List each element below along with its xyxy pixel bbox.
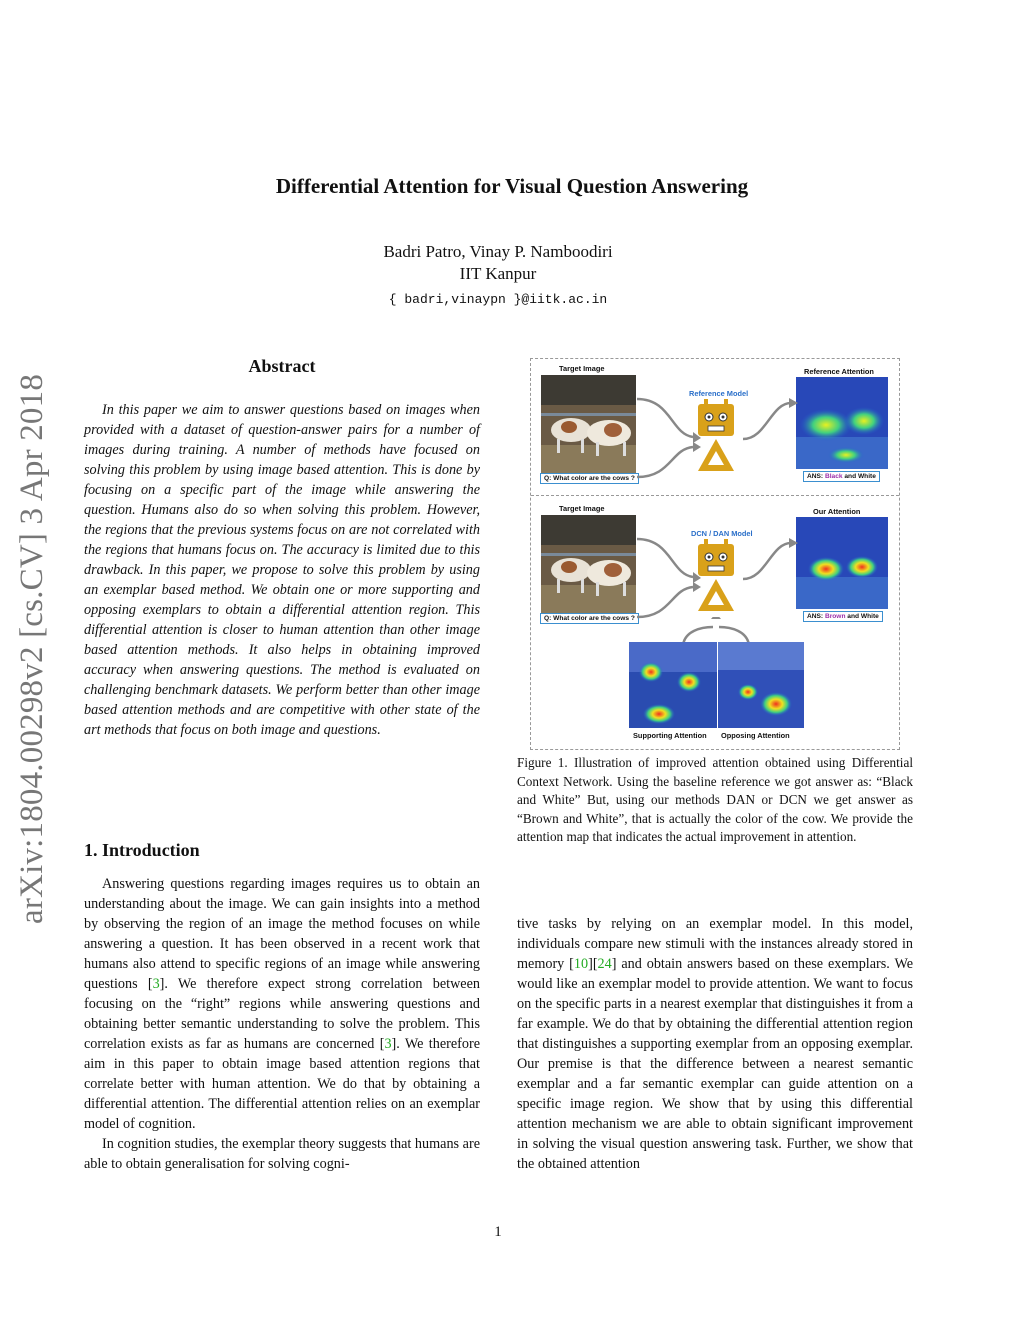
our-attention-label: Our Attention [813,507,861,516]
bottom-target-image [541,515,636,615]
abstract-heading: Abstract [248,356,316,376]
arxiv-identifier: arXiv:1804.00298v2 [cs.CV] 3 Apr 2018 [14,373,50,924]
top-reference-attention-map [796,377,888,469]
top-question-box: Q: What color are the cows ? [540,473,639,484]
bottom-answer-box: ANS: Brown and White [803,611,883,622]
top-answer-box: ANS: Black and White [803,471,880,482]
citation-link[interactable]: 24 [597,956,612,972]
reference-model-label: Reference Model [689,389,749,398]
intro-paragraph-1: Answering questions regarding images requires us to obtain an understanding about the image. We can gain insights into a method by observing the region of an image the method focuses on while answering a question. It has been observed in a recent work that humans also attend to specific regions of an image while answering questions [3]. We therefore expect strong correlation between focusing on the “right” regions while answering questions and obtaining better semantic understanding to solve the problem. This correlation exists as far as humans are concerned [3]. We therefore aim in this paper to obtain image based attention regions that correlate better with human attention. We do that by obtaining a differential attention. The differential attention relies on an exemplar model of cognition. [84,876,480,1132]
top-target-image [541,375,636,475]
page-number: 1 [494,1224,502,1240]
opposing-attention-map [718,642,804,728]
citation-link[interactable]: 3 [384,1036,392,1052]
figure-1 [530,358,900,750]
introduction-left-column [84,874,480,1174]
top-reference-attention-label: Reference Attention [804,367,874,376]
citation-link[interactable]: 3 [152,976,160,992]
paper-title: Differential Attention for Visual Question Answering [275,174,749,198]
our-attention-map [796,517,888,609]
bottom-target-image-label: Target Image [559,504,605,513]
affiliation: IIT Kanpur [459,264,537,283]
authors: Badri Patro, Vinay P. Namboodiri [383,242,613,261]
figure-1-caption: Figure 1. Illustration of improved attention obtained using Differential Context Network. Using the baseline reference we got answer as: “Black and White” But, using our methods DAN or DCN we get answer as “Brown and White”, that is actually the color of the cow. We provide the attention map that indicates the actual improvement in attention. [517,755,913,844]
opposing-attention-label: Opposing Attention [721,731,790,740]
introduction-heading: 1. Introduction [84,840,200,860]
citation-link[interactable]: 10 [573,956,589,972]
supporting-attention-map [629,642,717,728]
author-email: { badri,vinaypn }@iitk.ac.in [388,292,608,307]
dcn-dan-model-label: DCN / DAN Model [691,529,753,538]
introduction-right-column [517,914,913,1174]
top-flow-arrows [631,389,801,489]
supporting-attention-label: Supporting Attention [633,731,707,740]
intro-paragraph-continued: tive tasks by relying on an exemplar model. In this model, individuals compare new stimuli with the instances already stored in memory [10][24] and obtain answers based on these exemplars. We would like an exemplar model to provide attention. We want to focus on the specific parts in a nearest exemplar that distinguishes it from a far example. We do that by obtaining the differential attention region that distinguishes a supporting exemplar from an opposing exemplar. Our premise is that the difference between a nearest semantic exemplar and a far semantic exemplar can guide attention on a specific image region. We show that by using this differential attention mechanism we are able to obtain significant improvement in solving the visual question answering task. Further, we show that the obtained attention [517,916,914,1172]
author-block [0,241,996,285]
top-target-image-label: Target Image [559,364,605,373]
bottom-question-box: Q: What color are the cows ? [540,613,639,624]
abstract-text: In this paper we aim to answer questions based on images when provided with a dataset of question-answer pairs for a number of images during training. A number of methods have focused on solving this problem by using image based attention. This is done by focusing on a specific part of the image while answering the question. Humans also do so when solving this problem. However, the regions that the previous systems focus on are not correlated with the regions that humans focus on. The accuracy is limited due to this drawback. In this paper, we propose to solve this problem by using an exemplar based method. We obtain one or more supporting and opposing exemplars to obtain a differential attention region. This differential attention is closer to human attention than other image based attention methods. It also helps in obtaining improved accuracy when answering questions. The method is evaluated on challenging benchmark datasets. We perform better than other image based attention methods and are competitive with other state of the art methods that focus on both image and questions. [84,402,480,738]
bottom-flow-arrows [631,529,801,629]
figure-divider [531,495,899,496]
intro-paragraph-2: In cognition studies, the exemplar theory suggests that humans are able to obtain generalisation for solving cogni- [84,1136,480,1172]
